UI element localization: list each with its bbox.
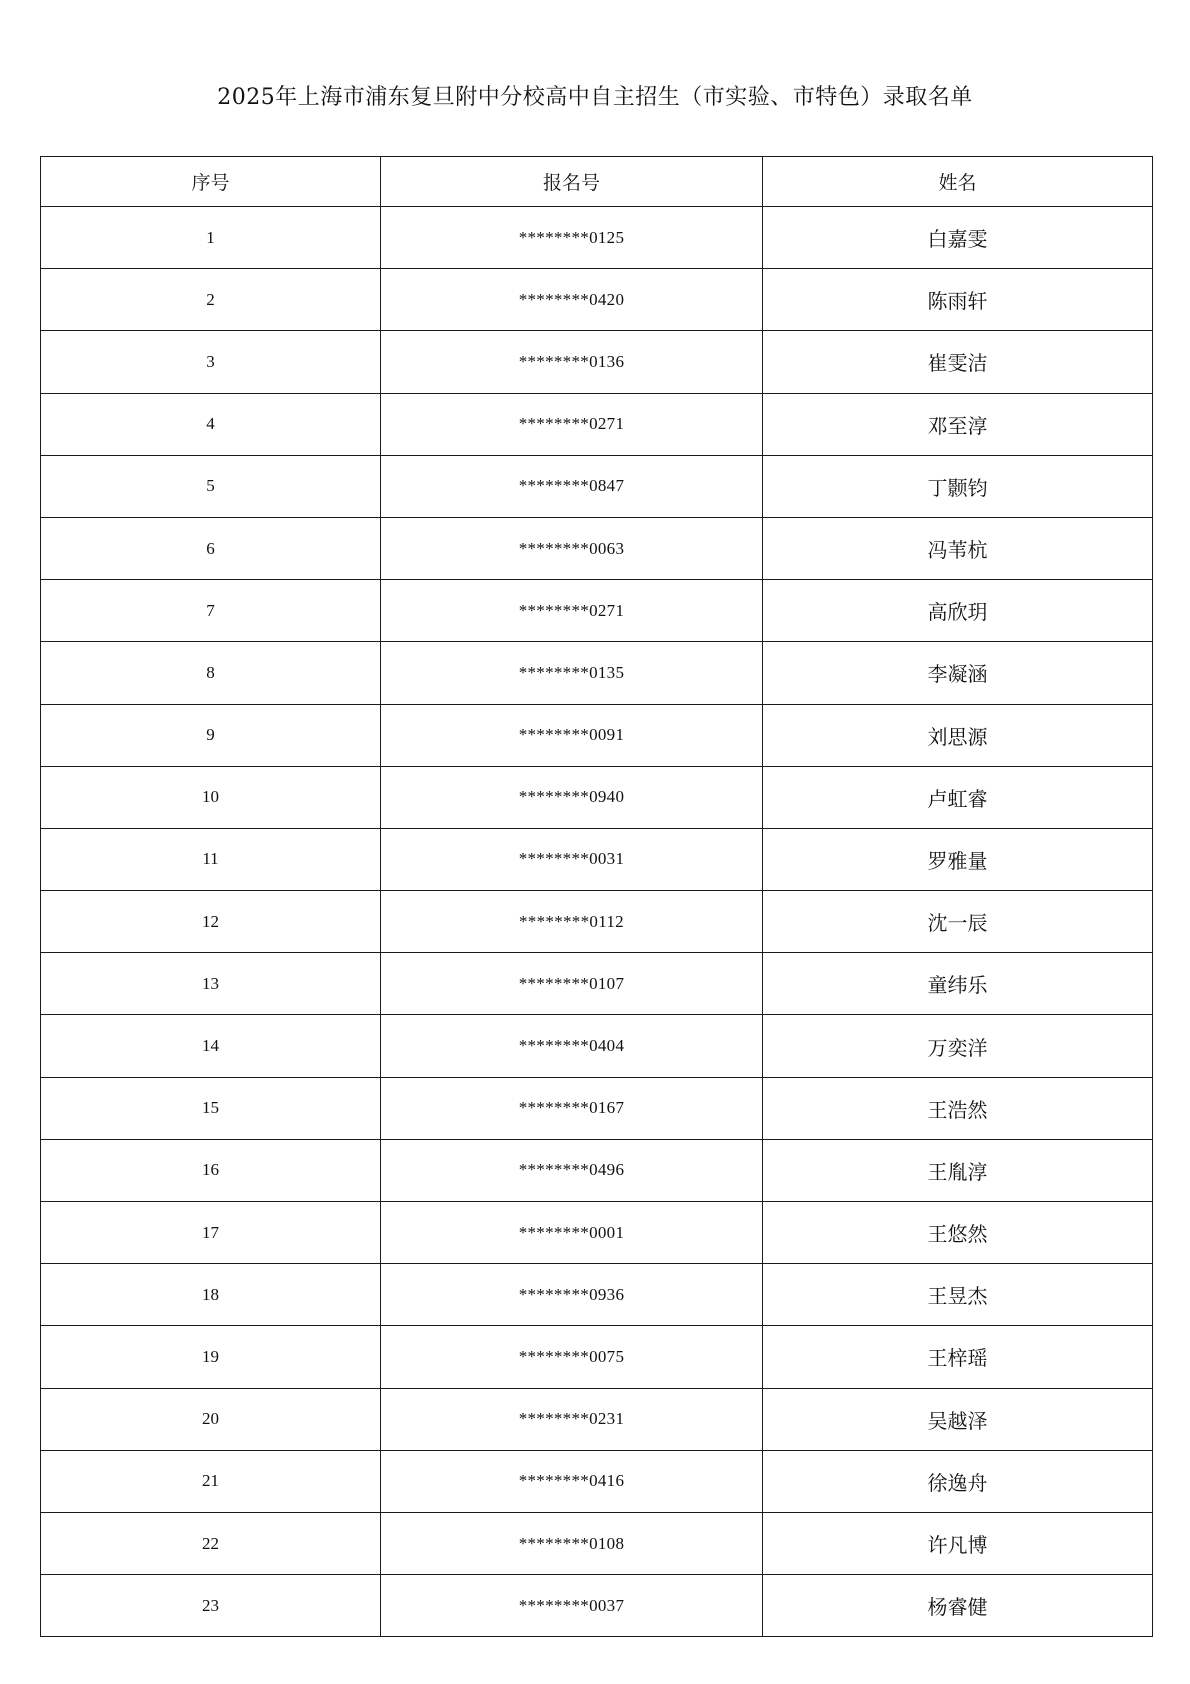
header-seq: 序号 [41,157,381,207]
table-header-row [41,157,1153,207]
student-name-cell: 万奕洋 [763,1015,1153,1077]
registration-number-cell: ********0271 [381,580,763,642]
table-row [41,1450,1153,1512]
student-name-cell: 王胤淳 [763,1139,1153,1201]
registration-number-cell: ********0231 [381,1388,763,1450]
header-name: 姓名 [763,157,1153,207]
seq-cell: 6 [41,517,381,579]
admission-table [40,156,1153,1637]
student-name-cell: 李凝涵 [763,642,1153,704]
table-row [41,1575,1153,1637]
table-row [41,580,1153,642]
seq-cell: 18 [41,1264,381,1326]
table-row [41,1388,1153,1450]
registration-number-cell: ********0031 [381,828,763,890]
student-name-cell: 许凡博 [763,1512,1153,1574]
seq-cell: 5 [41,455,381,517]
registration-number-cell: ********0091 [381,704,763,766]
seq-cell: 4 [41,393,381,455]
student-name-cell: 丁颢钧 [763,455,1153,517]
table-row [41,1077,1153,1139]
seq-cell: 10 [41,766,381,828]
student-name-cell: 王梓瑶 [763,1326,1153,1388]
seq-cell: 19 [41,1326,381,1388]
seq-cell: 1 [41,207,381,269]
seq-cell: 7 [41,580,381,642]
seq-cell: 13 [41,953,381,1015]
student-name-cell: 王昱杰 [763,1264,1153,1326]
student-name-cell: 白嘉雯 [763,207,1153,269]
registration-number-cell: ********0107 [381,953,763,1015]
table-row [41,455,1153,517]
seq-cell: 23 [41,1575,381,1637]
student-name-cell: 童纬乐 [763,953,1153,1015]
student-name-cell: 徐逸舟 [763,1450,1153,1512]
table-row [41,704,1153,766]
seq-cell: 12 [41,891,381,953]
student-name-cell: 刘思源 [763,704,1153,766]
student-name-cell: 吴越泽 [763,1388,1153,1450]
student-name-cell: 冯苇杭 [763,517,1153,579]
table-row [41,1326,1153,1388]
table-row [41,1202,1153,1264]
student-name-cell: 高欣玥 [763,580,1153,642]
registration-number-cell: ********0136 [381,331,763,393]
seq-cell: 2 [41,269,381,331]
table-row [41,828,1153,890]
registration-number-cell: ********0108 [381,1512,763,1574]
student-name-cell: 王悠然 [763,1202,1153,1264]
student-name-cell: 杨睿健 [763,1575,1153,1637]
table-row [41,891,1153,953]
document-title: 2025年上海市浦东复旦附中分校高中自主招生（市实验、市特色）录取名单 [217,85,973,110]
student-name-cell: 沈一辰 [763,891,1153,953]
seq-cell: 16 [41,1139,381,1201]
table-row [41,1264,1153,1326]
header-registration-number: 报名号 [381,157,763,207]
table-row [41,331,1153,393]
registration-number-cell: ********0135 [381,642,763,704]
table-row [41,953,1153,1015]
student-name-cell: 王浩然 [763,1077,1153,1139]
seq-cell: 8 [41,642,381,704]
registration-number-cell: ********0420 [381,269,763,331]
table-row [41,207,1153,269]
student-name-cell: 邓至淳 [763,393,1153,455]
registration-number-cell: ********0847 [381,455,763,517]
registration-number-cell: ********0125 [381,207,763,269]
table-body [41,207,1153,1637]
registration-number-cell: ********0063 [381,517,763,579]
table-row [41,1512,1153,1574]
seq-cell: 3 [41,331,381,393]
table-row [41,1015,1153,1077]
table-row [41,1139,1153,1201]
table-row [41,517,1153,579]
registration-number-cell: ********0404 [381,1015,763,1077]
registration-number-cell: ********0112 [381,891,763,953]
registration-number-cell: ********0416 [381,1450,763,1512]
registration-number-cell: ********0271 [381,393,763,455]
seq-cell: 20 [41,1388,381,1450]
registration-number-cell: ********0001 [381,1202,763,1264]
student-name-cell: 陈雨轩 [763,269,1153,331]
seq-cell: 21 [41,1450,381,1512]
student-name-cell: 卢虹睿 [763,766,1153,828]
seq-cell: 17 [41,1202,381,1264]
registration-number-cell: ********0940 [381,766,763,828]
seq-cell: 15 [41,1077,381,1139]
registration-number-cell: ********0075 [381,1326,763,1388]
seq-cell: 11 [41,828,381,890]
table-row [41,766,1153,828]
table-header [41,157,1153,207]
seq-cell: 14 [41,1015,381,1077]
seq-cell: 22 [41,1512,381,1574]
student-name-cell: 崔雯洁 [763,331,1153,393]
registration-number-cell: ********0936 [381,1264,763,1326]
registration-number-cell: ********0167 [381,1077,763,1139]
table-row [41,269,1153,331]
table-row [41,393,1153,455]
seq-cell: 9 [41,704,381,766]
registration-number-cell: ********0037 [381,1575,763,1637]
registration-number-cell: ********0496 [381,1139,763,1201]
table-row [41,642,1153,704]
student-name-cell: 罗雅量 [763,828,1153,890]
